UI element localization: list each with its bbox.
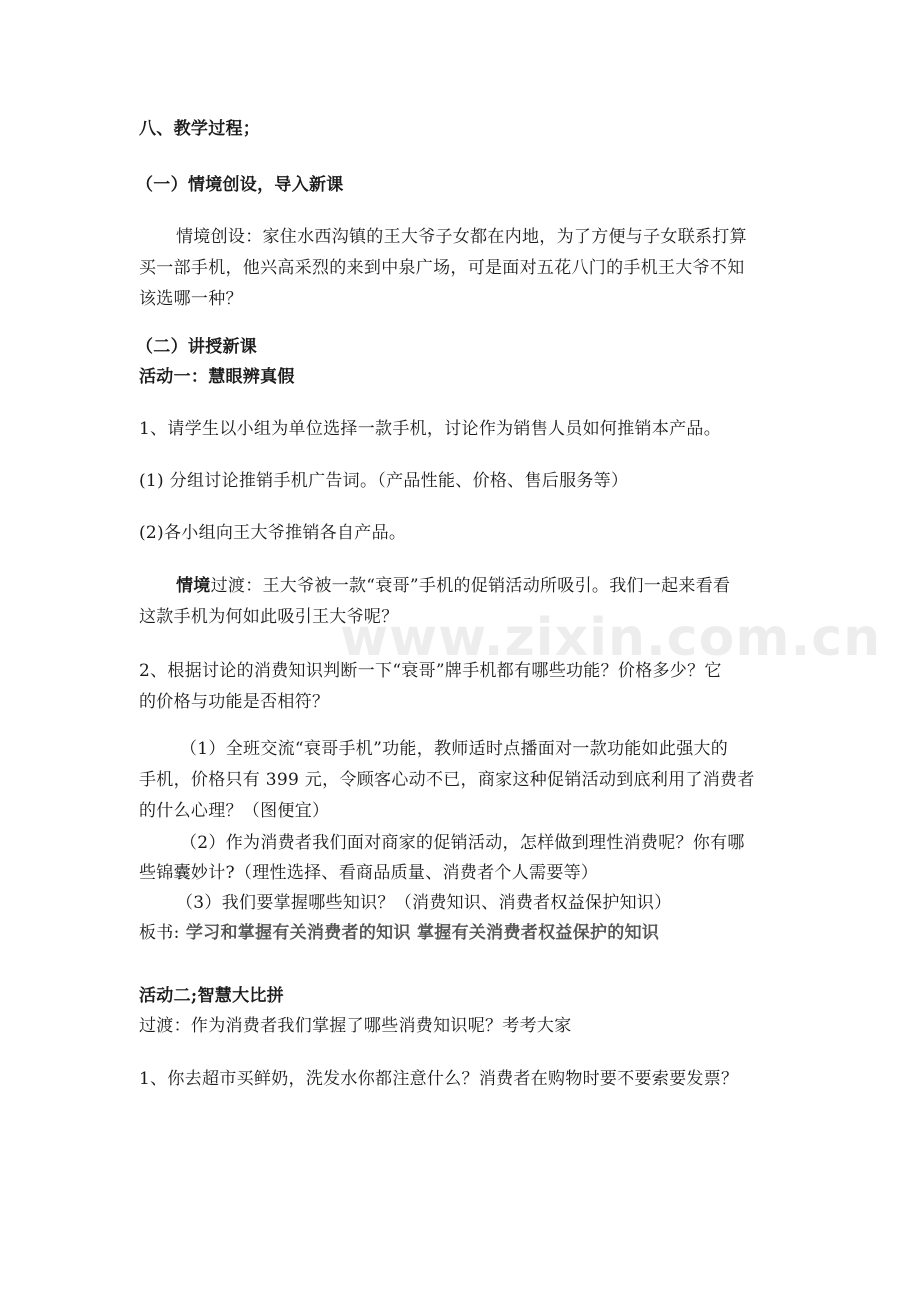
point1-line-3: 的什么心理？（图便宜） xyxy=(139,801,330,821)
activity1-sub-1: (1) 分组讨论推销手机广告词。（产品性能、价格、售后服务等） xyxy=(139,471,629,491)
board-label: 板书: xyxy=(139,923,180,943)
section1-line-1: 情境创设：家住水西沟镇的王大爷子女都在内地，为了方便与子女联系打算 xyxy=(176,227,747,247)
point2-line-1: （2）作为消费者我们面对商家的促销活动，怎样做到理性消费呢？你有哪 xyxy=(180,833,745,853)
section2-title: （二）讲授新课 xyxy=(136,337,258,357)
activity2-transition: 过渡：作为消费者我们掌握了哪些消费知识呢？考考大家 xyxy=(139,1016,572,1036)
heading-teaching-process: 八、教学过程； xyxy=(139,119,261,139)
board-text: 学习和掌握有关消费者的知识 掌握有关消费者权益保护的知识 xyxy=(179,923,660,943)
point2-line-2: 些锦囊妙计?（理性选择、看商品质量、消费者个人需要等） xyxy=(139,863,599,883)
section1-line-2: 买一部手机，他兴高采烈的来到中泉广场，可是面对五花八门的手机王大爷不知 xyxy=(139,258,745,278)
transition-label: 情境 xyxy=(176,576,211,596)
point1-line-2: 手机，价格只有 399 元，令顾客心动不已，商家这种促销活动到底利用了消费者 xyxy=(139,770,755,790)
activity2-title: 活动二;智慧大比拼 xyxy=(139,986,284,1006)
watermark-text: www.zixin.com.cn xyxy=(340,608,882,668)
activity1-item-2-line-2: 的价格与功能是否相符？ xyxy=(139,692,330,712)
transition-text: 过渡：王大爷被一款“衰哥”手机的促销活动所吸引。我们一起来看看 xyxy=(210,576,731,596)
activity1-item-1: 1、请学生以小组为单位选择一款手机，讨论作为销售人员如何推销本产品。 xyxy=(139,419,722,439)
activity1-sub-2: (2)各小组向王大爷推销各自产品。 xyxy=(139,523,407,543)
section1-line-3: 该选哪一种？ xyxy=(139,289,243,309)
transition-line-2: 这款手机为何如此吸引王大爷呢？ xyxy=(139,607,399,627)
activity1-title: 活动一：慧眼辨真假 xyxy=(139,367,295,387)
activity2-item-1: 1、你去超市买鲜奶，洗发水你都注意什么？消费者在购物时要不要索要发票？ xyxy=(139,1069,739,1089)
section1-title: （一）情境创设，导入新课 xyxy=(136,175,344,195)
board-notes xyxy=(139,922,659,944)
activity1-item-2-line-1: 2、根据讨论的消费知识判断一下“衰哥”牌手机都有哪些功能？价格多少？它 xyxy=(139,661,722,681)
point1-line-1: （1）全班交流“衰哥手机”功能，教师适时点播面对一款功能如此强大的 xyxy=(180,739,729,759)
point3: （3）我们要掌握哪些知识？（消费知识、消费者权益保护知识） xyxy=(176,893,672,913)
transition-paragraph xyxy=(176,575,730,597)
